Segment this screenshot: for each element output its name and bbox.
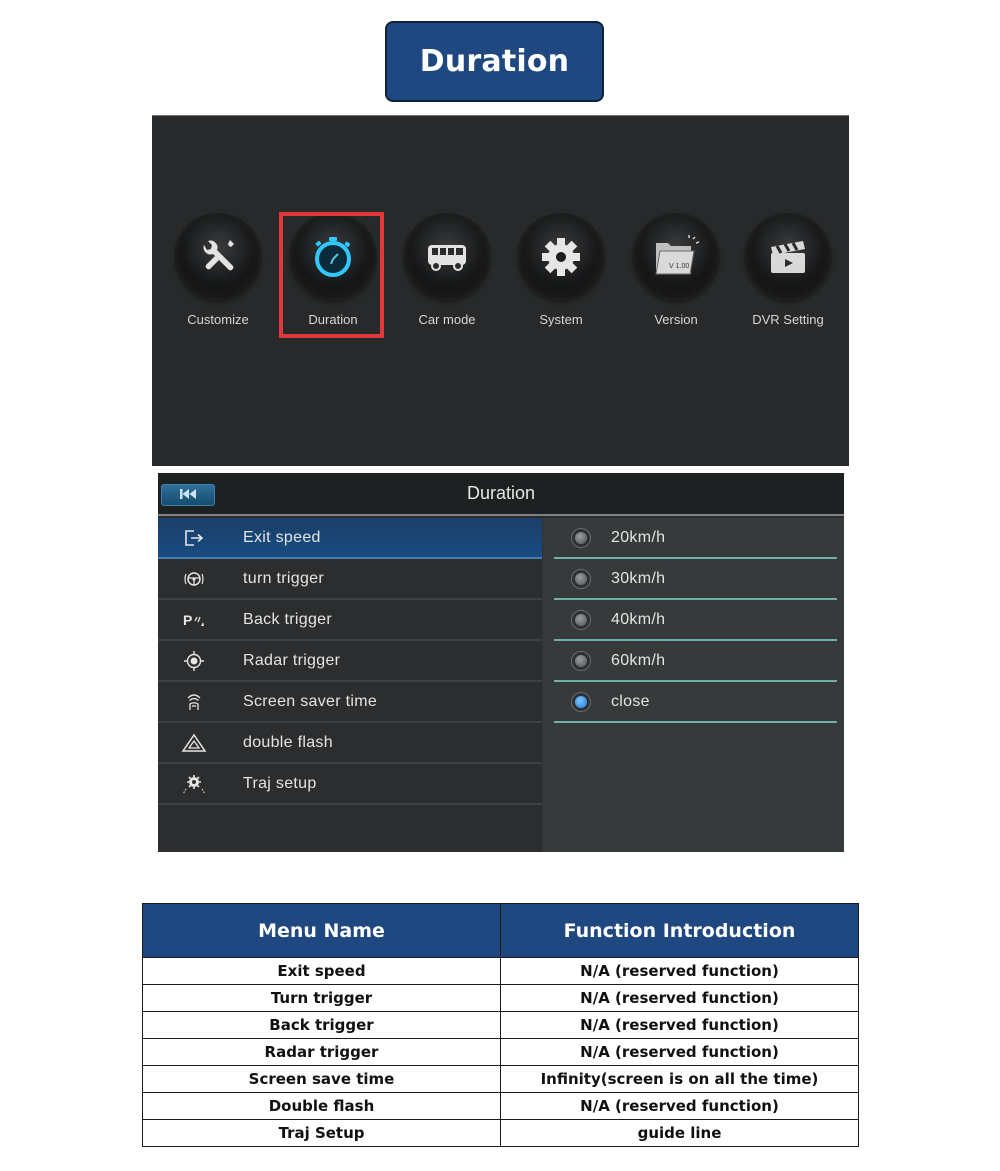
hazard-triangle-icon	[180, 731, 208, 755]
settings-title: Duration	[466, 483, 536, 503]
menu-item-car-mode[interactable]	[397, 216, 497, 336]
cell-menu-name: Exit speed	[143, 958, 501, 985]
cell-function: N/A (reserved function)	[501, 1093, 859, 1120]
version-folder-icon	[635, 216, 717, 298]
menu-item-customize[interactable]	[168, 216, 268, 336]
header-menu-name: Menu Name	[143, 904, 501, 958]
menu-label: DVR Setting	[752, 312, 824, 327]
main-menu-screen	[152, 115, 849, 466]
option-label: 40km/h	[611, 610, 666, 628]
list-item-label: Back trigger	[243, 610, 332, 628]
radio-button[interactable]	[571, 651, 591, 671]
option-label: 60km/h	[611, 651, 666, 669]
tools-icon	[177, 216, 259, 298]
svg-text:V 1.00: V 1.00	[669, 263, 690, 270]
page-title-badge: Duration	[385, 21, 604, 102]
menu-label: Car mode	[418, 312, 476, 327]
list-item-traj-setup[interactable]	[158, 764, 542, 805]
svg-text:P: P	[183, 611, 193, 628]
menu-item-system[interactable]	[511, 216, 611, 336]
option-40kmh[interactable]	[554, 600, 837, 641]
radio-button[interactable]	[571, 569, 591, 589]
selected-highlight-frame	[279, 212, 384, 338]
bus-icon	[406, 216, 488, 298]
table-header-row	[143, 904, 859, 958]
option-30kmh[interactable]	[554, 559, 837, 600]
screen-saver-icon	[180, 690, 208, 714]
option-60kmh[interactable]	[554, 641, 837, 682]
list-item-turn-trigger[interactable]	[158, 559, 542, 600]
cell-menu-name: Screen save time	[143, 1066, 501, 1093]
list-item-label: double flash	[243, 733, 333, 751]
steering-wheel-icon	[180, 567, 208, 591]
option-label: 30km/h	[611, 569, 666, 587]
cell-function: N/A (reserved function)	[501, 985, 859, 1012]
cell-function: guide line	[501, 1120, 859, 1147]
table-row	[143, 1093, 859, 1120]
list-item-double-flash[interactable]	[158, 723, 542, 764]
option-close[interactable]	[554, 682, 837, 723]
cell-function: N/A (reserved function)	[501, 1012, 859, 1039]
list-item-exit-speed[interactable]	[158, 518, 542, 559]
menu-label: Customize	[187, 312, 249, 327]
settings-header	[158, 473, 844, 516]
list-item-label: Radar trigger	[243, 651, 341, 669]
cell-menu-name: Traj Setup	[143, 1120, 501, 1147]
radio-button[interactable]	[571, 528, 591, 548]
cell-menu-name: Back trigger	[143, 1012, 501, 1039]
cell-menu-name: Turn trigger	[143, 985, 501, 1012]
duration-settings-screen	[158, 473, 844, 852]
option-label: close	[611, 692, 650, 710]
table-row	[143, 1120, 859, 1147]
cell-menu-name: Radar trigger	[143, 1039, 501, 1066]
list-item-back-trigger[interactable]	[158, 600, 542, 641]
menu-item-version[interactable]	[626, 216, 726, 336]
menu-item-dvr-setting[interactable]	[738, 216, 838, 336]
menu-label: System	[539, 312, 583, 327]
table-row	[143, 1039, 859, 1066]
clapperboard-icon	[747, 216, 829, 298]
table-row	[143, 958, 859, 985]
cell-function: N/A (reserved function)	[501, 1039, 859, 1066]
list-item-label: Screen saver time	[243, 692, 378, 710]
cell-function: Infinity(screen is on all the time)	[501, 1066, 859, 1093]
exit-icon	[180, 526, 208, 550]
radio-button[interactable]	[571, 610, 591, 630]
list-item-label: Traj setup	[243, 774, 317, 792]
menu-function-table	[142, 903, 859, 1147]
table-row	[143, 985, 859, 1012]
header-function-introduction: Function Introduction	[501, 904, 859, 958]
parking-sensor-icon	[180, 608, 208, 632]
trajectory-gear-icon	[180, 772, 208, 796]
table-row	[143, 1012, 859, 1039]
radio-button-selected[interactable]	[571, 692, 591, 712]
options-panel	[542, 518, 844, 852]
cell-function: N/A (reserved function)	[501, 958, 859, 985]
list-item-label: turn trigger	[243, 569, 324, 587]
option-20kmh[interactable]	[554, 518, 837, 559]
option-label: 20km/h	[611, 528, 666, 546]
menu-label: Duration	[308, 312, 358, 327]
table-row	[143, 1066, 859, 1093]
radar-target-icon	[180, 649, 208, 673]
menu-label: Version	[654, 312, 698, 327]
gear-icon	[520, 216, 602, 298]
list-item-label: Exit speed	[243, 528, 321, 546]
settings-menu-list	[158, 518, 542, 852]
cell-menu-name: Double flash	[143, 1093, 501, 1120]
list-item-radar-trigger[interactable]	[158, 641, 542, 682]
list-item-screen-saver-time[interactable]	[158, 682, 542, 723]
